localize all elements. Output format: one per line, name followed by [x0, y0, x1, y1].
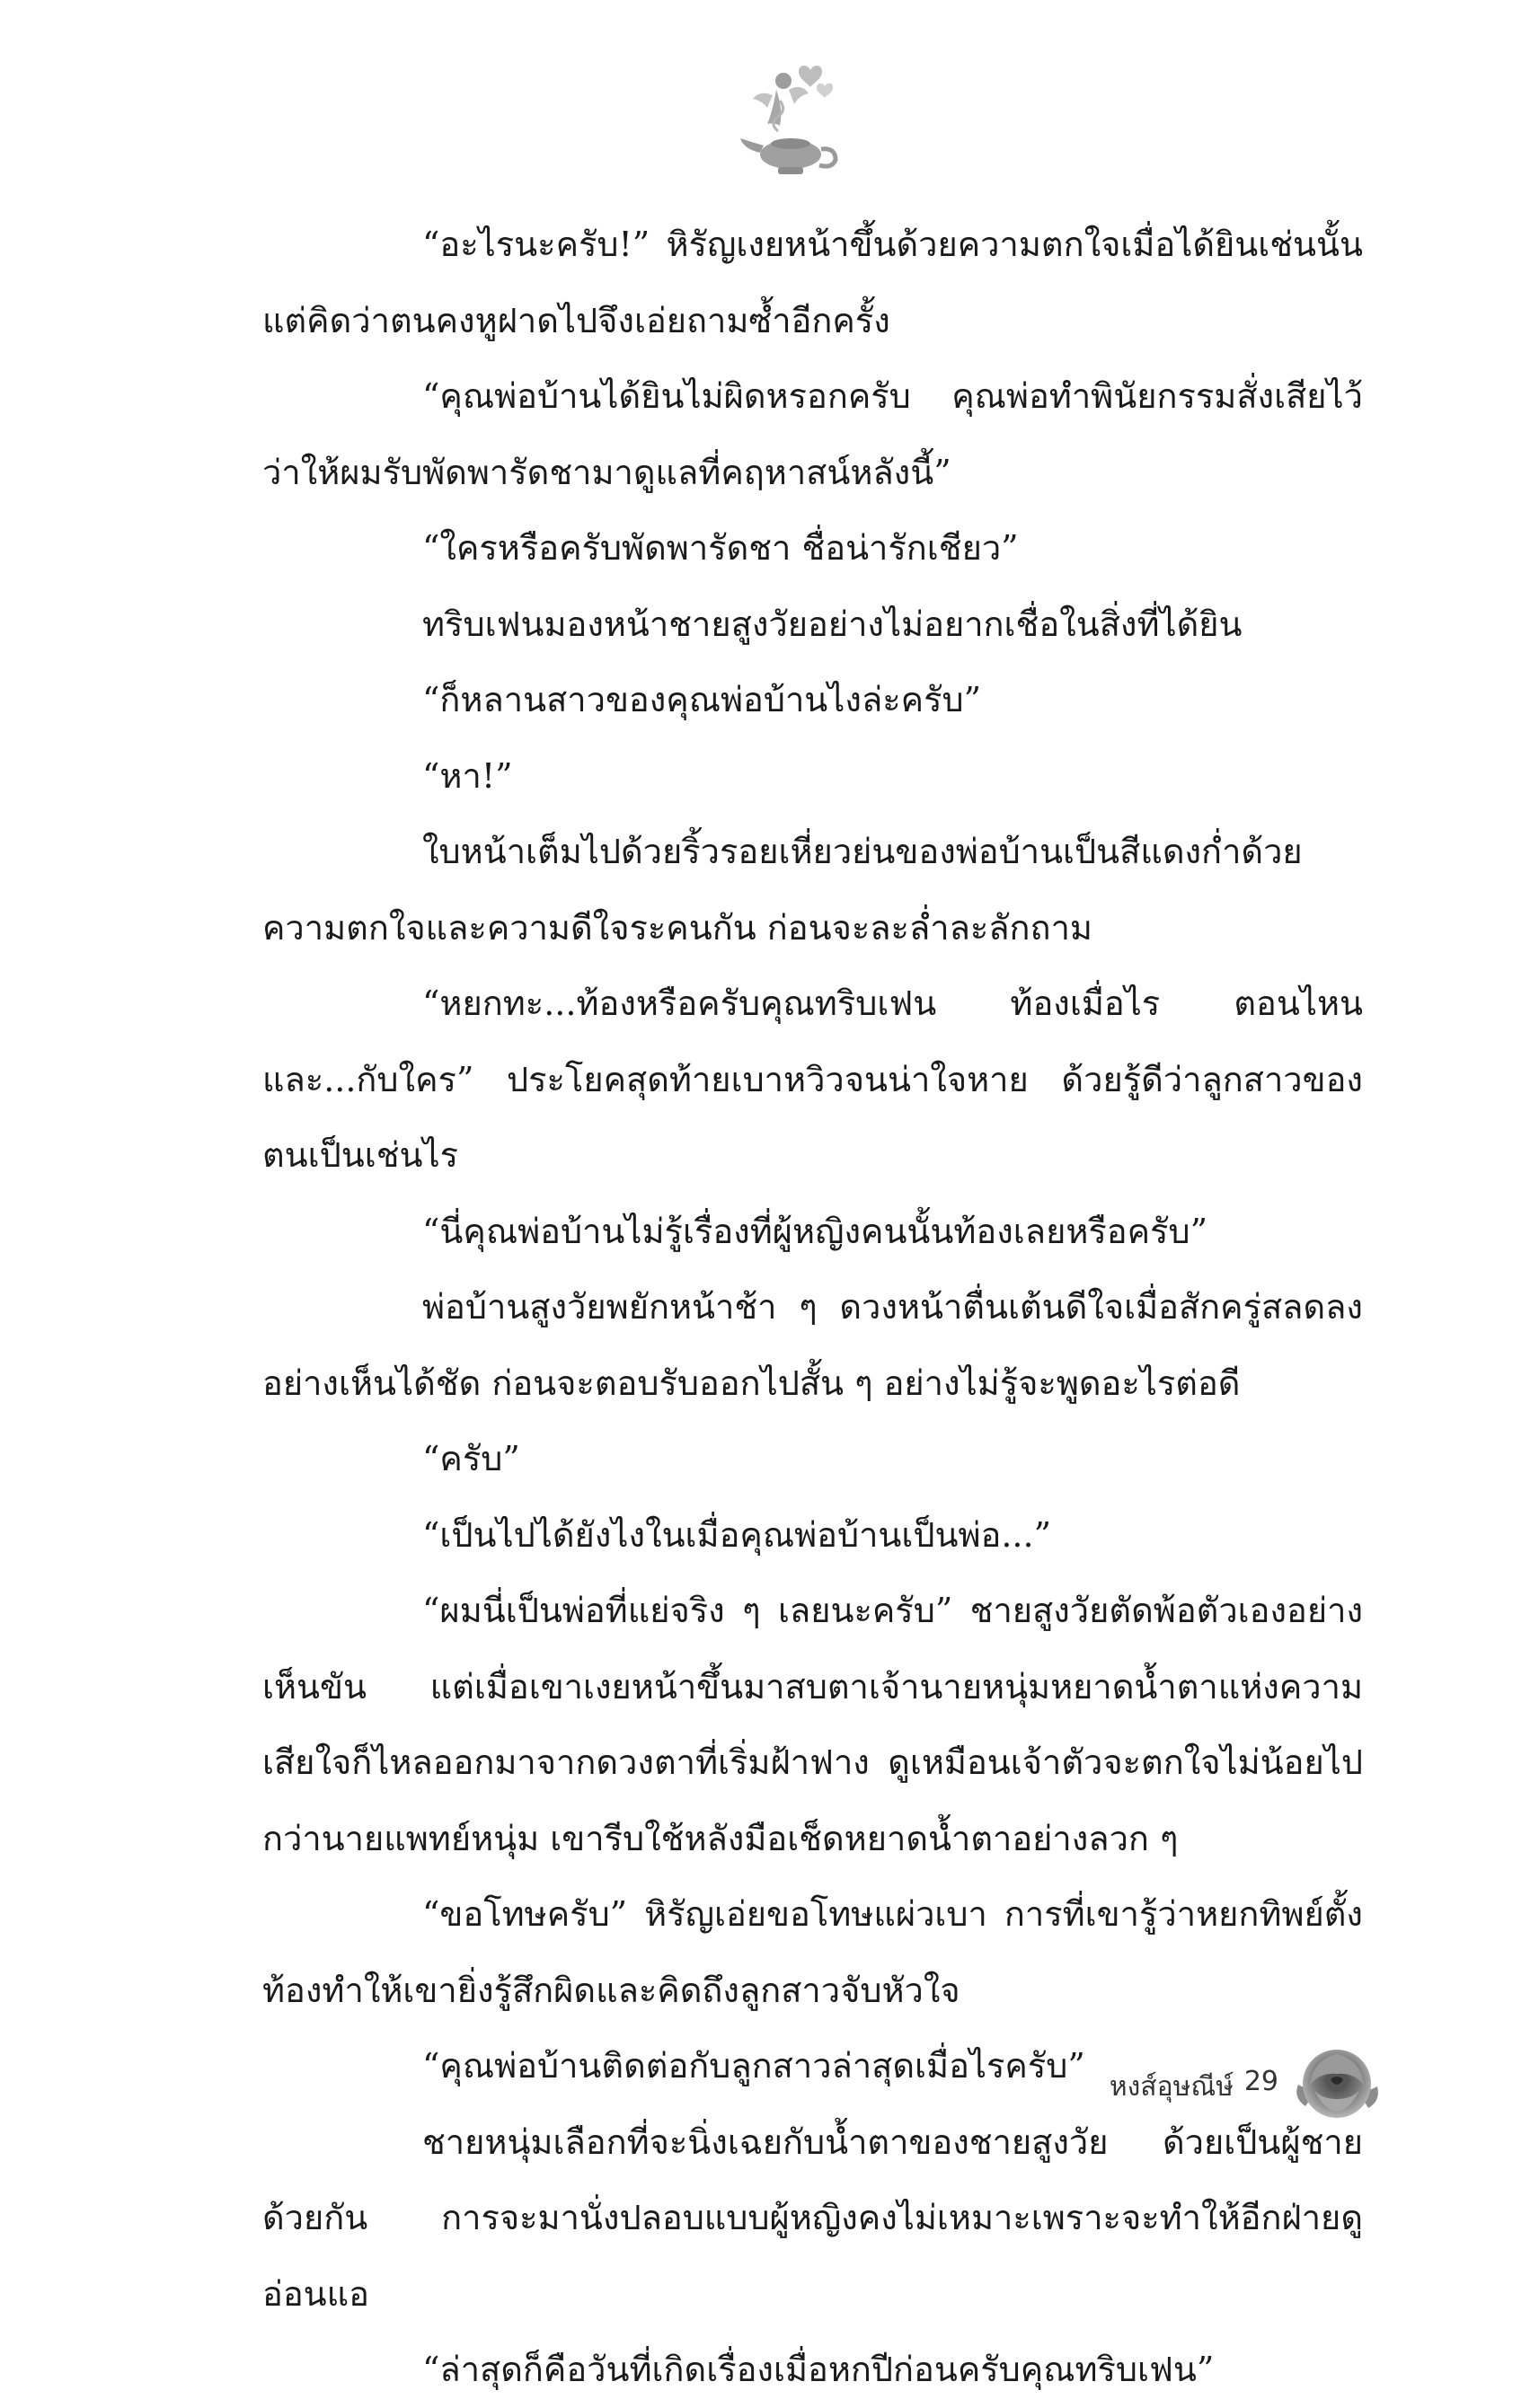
paragraph: “ก็หลานสาวของคุณพ่อบ้านไงล่ะครับ”	[422, 680, 982, 719]
paragraph: “อะไรนะครับ!” หิรัญเงยหน้าขึ้นด้วยความตกใจเมื่อได้ยินเช่นนั้น แต่คิดว่าตนคงหูฝาดไปจึงเอ่ยถามซ้ำอีกครั้ง	[262, 225, 1363, 340]
book-title: หงส์อุษณีษ์	[1109, 2071, 1234, 2103]
paragraph: “ล่าสุดก็คือวันที่เกิดเรื่องเมื่อหกปีก่อนครับคุณทริบเฟน”	[422, 2350, 1215, 2389]
paragraph: พ่อบ้านสูงวัยพยักหน้าช้า ๆ ดวงหน้าตื่นเต้นดีใจเมื่อสักครู่สลดลงอย่างเห็นได้ชัด ก่อนจะตอบรับออกไปสั้น ๆ อย่างไม่รู้จะพูดอะไรต่อดี	[262, 1287, 1363, 1403]
paragraph: “ขอโทษครับ” หิรัญเอ่ยขอโทษแผ่วเบา การที่เขารู้ว่าหยกทิพย์ตั้งท้องทำให้เขายิ่งรู้สึกผิดและคิดถึงลูกสาวจับหัวใจ	[262, 1894, 1363, 2010]
page-number: 29	[1243, 2066, 1278, 2097]
paragraph: “คุณพ่อบ้านได้ยินไม่ผิดหรอกครับ คุณพ่อทำพินัยกรรมสั่งเสียไว้ว่าให้ผมรับพัดพารัดชามาดูแลที่คฤหาสน์หลังนี้”	[262, 376, 1363, 492]
rose-icon	[1287, 2034, 1386, 2133]
paragraph: ทริบเฟนมองหน้าชายสูงวัยอย่างไม่อยากเชื่อในสิ่งที่ได้ยิน	[422, 604, 1243, 644]
paragraph: “หยกทะ...ท้องหรือครับคุณทริบเฟน ท้องเมื่อไร ตอนไหนและ...กับใคร” ประโยคสุดท้ายเบาหวิวจนน่าใจหาย ด้วยรู้ดีว่าลูกสาวของตนเป็นเช่นไร	[262, 983, 1363, 1175]
paragraph: “นี่คุณพ่อบ้านไม่รู้เรื่องที่ผู้หญิงคนนั้นท้องเลยหรือครับ”	[422, 1211, 1207, 1251]
paragraph: “เป็นไปได้ยังไงในเมื่อคุณพ่อบ้านเป็นพ่อ...”	[422, 1514, 1052, 1555]
paragraph: “ใครหรือครับพัดพารัดชา ชื่อน่ารักเชียว”	[422, 528, 1019, 568]
paragraph: “หา!”	[422, 755, 513, 796]
paragraph: “ผมนี่เป็นพ่อที่แย่จริง ๆ เลยนะครับ” ชายสูงวัยตัดพ้อตัวเองอย่างเห็นขัน แต่เมื่อเขาเงยหน้าขึ้นมาสบตาเจ้านายหนุ่มหยาดน้ำตาแห่งความเสียใจก็ไหลออกมาจากดวงตาที่เริ่มฝ้าฟาง ดูเหมือนเจ้าตัวจะตกใจไม่น้อยไปกว่านายแพทย์หนุ่ม เขารีบใช้หลังมือเช็ดหยาดน้ำตาอย่างลวก ๆ	[262, 1591, 1363, 1858]
paragraph: “ครับ”	[422, 1439, 520, 1478]
page-footer	[0, 2034, 1539, 2160]
cupid-teapot-ornament-icon	[737, 54, 845, 189]
paragraph: ชายหนุ่มเลือกที่จะนิ่งเฉยกับน้ำตาของชายสูงวัย ด้วยเป็นผู้ชายด้วยกัน การจะมานั่งปลอบแบบผู้หญิงคงไม่เหมาะเพราะจะทำให้อีกฝ่ายดูอ่อนแอ	[262, 2121, 1363, 2314]
paragraph: ใบหน้าเต็มไปด้วยริ้วรอยเหี่ยวย่นของพ่อบ้านเป็นสีแดงก่ำด้วยความตกใจและความดีใจระคนกัน ก่อนจะละล่ำละลักถาม	[262, 832, 1303, 948]
paragraph: “คุณพ่อบ้านติดต่อกับลูกสาวล่าสุดเมื่อไรครับ”	[422, 2046, 1085, 2086]
